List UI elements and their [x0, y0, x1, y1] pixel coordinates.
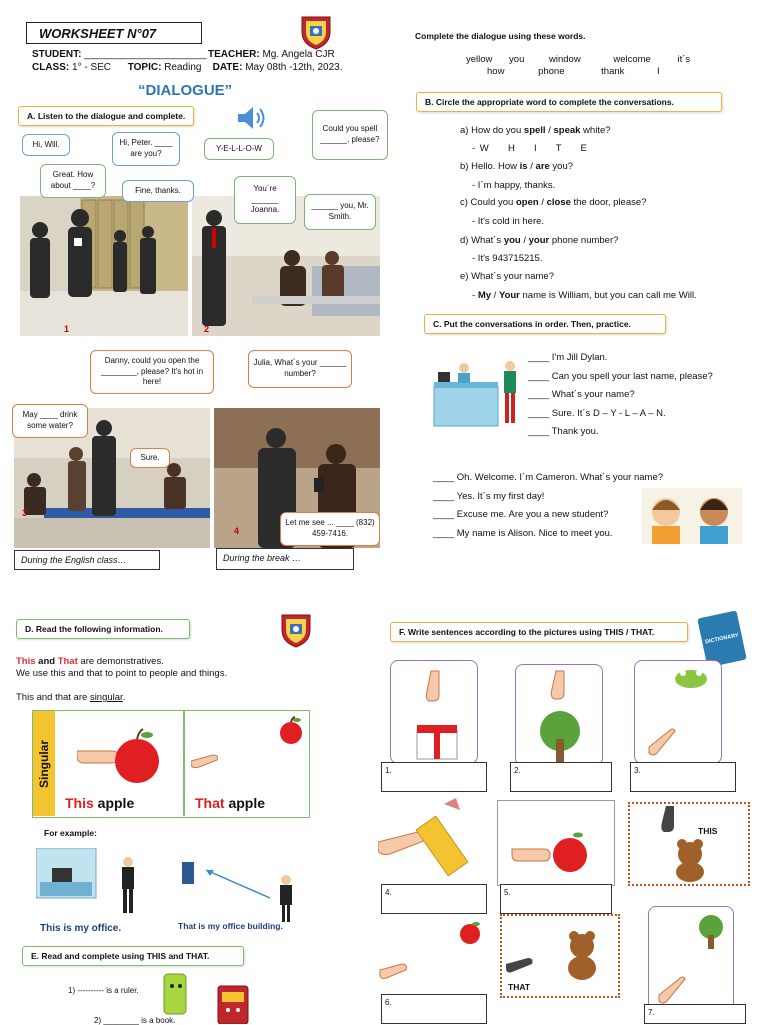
word-item: I: [657, 66, 660, 77]
photo-number-2: 2: [204, 324, 210, 334]
photo-number-3: 3: [22, 508, 28, 518]
order-line: ____ Excuse me. Are you a new student?: [433, 509, 609, 520]
word-bank-row-1: [466, 54, 690, 65]
picture-card-that-bear: [500, 914, 620, 998]
answer-a: - W H I T E: [472, 143, 588, 154]
order-line: ____ My name is Alison. Nice to meet you.: [433, 527, 613, 539]
worksheet-title: WORKSHEET N°07: [26, 22, 202, 44]
apple-pointing-illustration: [498, 801, 614, 885]
frog-pointing-illustration: [635, 661, 721, 763]
section-c-label: C. Put the conversations in order. Then, practice.: [424, 314, 666, 334]
tree-distance-pointing-illustration: [649, 907, 733, 1009]
picture-card-2: [515, 664, 603, 766]
singular-table: [32, 710, 310, 818]
office-illustration: [36, 848, 146, 920]
demonstratives-line-3: This and that are singular.: [16, 692, 126, 703]
word-item: phone: [538, 66, 565, 77]
order-line: ____ Can you spell your last name, please?: [528, 370, 713, 382]
this-tag: THIS: [698, 826, 718, 836]
class-line: CLASS: 1° - SEC TOPIC: Reading DATE: May 08th -12th, 2023.: [32, 62, 343, 73]
bubble-julia: Julia, What´s your ______ number?: [248, 350, 352, 388]
for-example-label: For example:: [44, 828, 97, 838]
photo-number-1: 1: [64, 324, 70, 334]
order-line: ____ Thank you.: [528, 426, 599, 437]
bubble-sure: Sure.: [130, 448, 170, 468]
picture-card-this-bear: [628, 802, 750, 886]
bubble-hi-peter: Hi, Peter. ____ are you?: [112, 132, 180, 166]
answer-box-3[interactable]: 3.: [630, 762, 736, 792]
small-apple-pointing-illustration: [378, 918, 488, 996]
order-line: ____ Oh. Welcome. I´m Cameron. What´s your name?: [433, 472, 664, 483]
word-item: you: [509, 54, 525, 65]
answer-box-4[interactable]: 4.: [381, 884, 487, 914]
bubble-danny: Danny, could you open the ________, please? It's hot in here!: [90, 350, 214, 394]
book-illustration: [214, 982, 254, 1024]
order-line: ____ Sure. It´s D – Y - L – A – N.: [528, 407, 666, 419]
answer-box-7[interactable]: 7.: [644, 1004, 746, 1024]
order-list-1: [528, 352, 713, 445]
example-that-office-building: That is my office building.: [178, 921, 283, 931]
question-e: e) What´s your name?: [460, 271, 554, 282]
pencil-pointing-illustration: [378, 798, 488, 884]
that-apple-icon: [277, 715, 305, 745]
picture-card-3: [634, 660, 722, 764]
that-apple-label: That apple: [195, 795, 266, 811]
question-d: d) What´s you / your phone number?: [460, 235, 619, 246]
bubble-great-how: Great. How about ____?: [40, 164, 106, 198]
caption-break: During the break …: [216, 548, 354, 570]
exercise-e-item-1: 1) ---------- is a ruler.: [68, 986, 139, 995]
bubble-fine-thanks: Fine, thanks.: [122, 180, 194, 202]
example-this-office: This is my office.: [40, 923, 122, 934]
order-line: ____ What´s your name?: [528, 389, 635, 400]
answer-d: - It's 943715215.: [472, 253, 543, 264]
photo-hallway: [20, 196, 188, 336]
that-tag: THAT: [508, 982, 531, 992]
picture-card-5: [497, 800, 615, 886]
teddy-bear-pointing-illustration: [630, 804, 748, 884]
school-crest-icon: [280, 612, 312, 648]
demonstratives-line-1: This and That are demonstratives.: [16, 656, 164, 667]
bubble-you-mr-smith: ______ you, Mr. Smith.: [304, 194, 376, 230]
picture-card-1: [390, 660, 478, 764]
section-e-label: E. Read and complete using THIS and THAT.: [22, 946, 244, 966]
this-apple-illustration: [77, 725, 167, 787]
section-b-label: B. Circle the appropriate word to complete the conversations.: [416, 92, 722, 112]
students-illustration: [642, 488, 742, 544]
reception-desk-illustration: [430, 356, 526, 428]
this-apple-label: This apple: [65, 795, 135, 811]
photo-number-4: 4: [234, 526, 240, 536]
answer-b: - I´m happy, thanks.: [472, 180, 556, 191]
word-item: thank: [601, 66, 625, 77]
ruler-illustration: [160, 972, 190, 1016]
school-crest-icon: [300, 14, 332, 50]
picture-card-7: [648, 906, 734, 1010]
answer-box-6[interactable]: 6.: [381, 994, 487, 1024]
teacher-line: TEACHER: Mg. Angela CJR: [208, 49, 335, 60]
tree-pointing-illustration: [516, 665, 602, 765]
answer-box-2[interactable]: 2.: [510, 762, 612, 792]
question-a: a) How do you spell / speak white?: [460, 125, 611, 136]
question-b: b) Hello. How is / are you?: [460, 161, 574, 172]
section-d-label: D. Read the following information.: [16, 619, 190, 639]
word-item: yellow: [466, 54, 493, 65]
bubble-could-you-spell: Could you spell ______, please?: [312, 110, 388, 160]
word-item: how: [487, 66, 505, 77]
answer-box-5[interactable]: 5.: [500, 884, 612, 914]
word-item: window: [549, 54, 581, 65]
speaker-icon: [236, 104, 270, 132]
question-c: c) Could you open / close the door, please?: [460, 197, 647, 208]
bubble-yellow: Y-E-L-L-O-W: [204, 138, 274, 160]
demonstratives-line-2: We use this and that to point to people and things.: [16, 668, 228, 679]
word-item: it´s: [677, 54, 691, 65]
order-line: ____ Yes. It´s my first day!: [433, 490, 545, 502]
answer-box-1[interactable]: 1.: [381, 762, 487, 792]
dictionary-icon: DICTIONARY: [697, 610, 747, 667]
gift-pointing-illustration: [391, 661, 477, 763]
dialogue-title: “DIALOGUE”: [138, 82, 233, 99]
answer-c: - It's cold in here.: [472, 216, 545, 227]
order-list-2: [433, 472, 663, 546]
order-line: ____ I'm Jill Dylan.: [528, 352, 608, 363]
exercise-e-item-2: 2) ________ is a book.: [94, 1016, 176, 1025]
student-line: STUDENT: ______________________: [32, 49, 207, 60]
bubble-hi-will: Hi, Will.: [22, 134, 70, 156]
bubble-let-me-see: Let me see ... ____ (832) 459-7416.: [280, 512, 380, 546]
office-building-illustration: [176, 858, 296, 924]
pointing-hand-icon: [191, 747, 223, 771]
section-f-label: F. Write sentences according to the pictures using THIS / THAT.: [390, 622, 688, 642]
bubble-may-drink: May ____ drink some water?: [12, 404, 88, 438]
complete-dialogue-instruction: Complete the dialogue using these words.: [415, 31, 586, 41]
word-bank-row-2: [487, 66, 660, 77]
word-item: welcome: [613, 54, 651, 65]
caption-english-class: During the English class…: [14, 550, 160, 570]
bubble-youre-joanna: You´re ______ Joanna.: [234, 176, 296, 224]
section-a-label: A. Listen to the dialogue and complete.: [18, 106, 194, 126]
answer-e: - My / Your name is William, but you can call me Will.: [472, 290, 697, 301]
singular-side-label: Singular: [33, 711, 55, 816]
